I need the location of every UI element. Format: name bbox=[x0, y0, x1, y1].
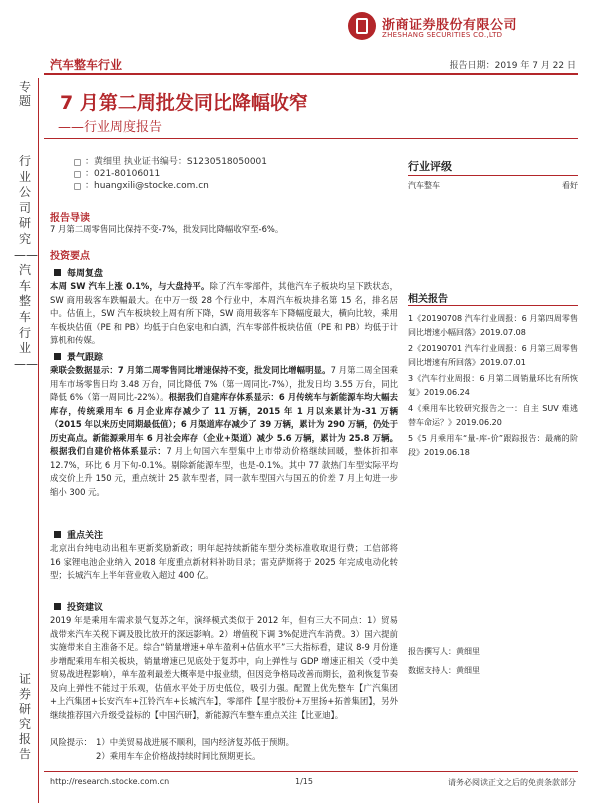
related-report-item[interactable]: 2《20190701 汽车行业周报：6 月第三周零售同比增速有所回落》2019.07.01 bbox=[408, 344, 578, 367]
tracking-paragraph bbox=[50, 364, 398, 499]
weekly-heading-label: 每周复盘 bbox=[67, 269, 104, 279]
guide-text: 7 月第二周零售同比保持不变-7%，批发同比降幅收窄至-6%。 bbox=[50, 224, 284, 234]
weekly-text: 除了汽车零部件，其他汽车子板块均呈下跌状态，SW 商用载客车跌幅最大。在中万一级 28 个行业中，本周汽车板块排名第 15 名，排名居中。估值上，SW 汽车板块较上周有所下降，SW 商用载客车下降幅度最大，横向比较，乘用车板块估值（PE 和 PB）均低于白色家电和白酒，汽车零部件板块估值（PE 和 PB）均低于计算机和传媒。 bbox=[50, 281, 398, 345]
rating-value: 看好 bbox=[562, 181, 578, 190]
tracking-bold: 根据我们自建库存体系显示：6 月传统车与新能源车均大幅去库存，传统乘用车 6 月企业库存减少了 11 万辆，2015 年 1 月以来累计为-31 万辆（2015 年以来历史同期最低值）；6 月渠道库存减少了 39 万辆，累计为 290 万辆，仍处于历史高点。新能源乘用车 6 月社会库存（企业+渠道）减少 5.6 万辆，累计为 25.8 万辆。根据我们自建价格体系显示： bbox=[50, 392, 398, 456]
weekly-heading bbox=[54, 266, 103, 279]
weekly-lead: 本周 SW 汽车上涨 0.1%，与大盘持平。 bbox=[50, 281, 210, 291]
focus-heading bbox=[54, 528, 103, 541]
footer-divider bbox=[44, 771, 578, 772]
focus-heading-label: 重点关注 bbox=[67, 531, 104, 541]
weekly-paragraph bbox=[50, 280, 398, 348]
related-reports-title: 相关报告 bbox=[408, 294, 448, 305]
contributors bbox=[408, 642, 480, 680]
related-report-item[interactable]: 3《汽车行业周报：6 月第二周销量环比有所恢复》2019.06.24 bbox=[408, 374, 578, 397]
guide-heading: 报告导读 bbox=[50, 213, 90, 224]
tracking-heading bbox=[54, 350, 103, 363]
footer-disclaimer: 请务必阅读正文之后的免责条款部分 bbox=[448, 778, 576, 787]
risk-label: 风险提示： bbox=[50, 737, 92, 747]
advice-paragraph: 2019 年是乘用车需求景气复苏之年，演绎模式类似于 2012 年，但有三大不同点：1）贸易战带来汽车关税下调及股比放开的深远影响。2）增值税下调 3%促进汽车消费。3）国六提前实施带来自主准备不足。综合“销量增速+单车盈利+估值水平”三大指标看，建议 8-9 月份逢步增配乘用车相关板块，销量增速已见底处于复苏中，向上弹性与 GDP 增速正相关（受中美贸易战进程影响），单车盈利最差大概率是中报业绩，但因竞争格局改善而期长，盈利恢复节奏及向上弹性不能过于乐观，估值水平处于历史低位，吸引力强。配置上优先整车【广汽集团+上汽集团+长安汽车+江铃汽车+长城汽车】，零部件【星宇股份+万里扬+拓普集团】，另外继续推荐国六升级受益标的【中国汽研】，新能源汽车整车重点关注【比亚迪】。 bbox=[50, 615, 398, 720]
page-number: 1/15 bbox=[295, 777, 313, 786]
sidebar-bottom: 证券研究报告 bbox=[18, 672, 31, 761]
tracking-heading-label: 景气跟踪 bbox=[67, 353, 104, 363]
square-bullet-icon bbox=[54, 269, 61, 276]
company-logo bbox=[348, 8, 538, 48]
logo-cn: 浙商证券股份有限公司 bbox=[382, 18, 518, 33]
risk-item: 2）乘用车车企价格战持续时间比预期更长。 bbox=[96, 750, 261, 761]
sidebar-top: 专题 bbox=[18, 80, 31, 108]
tracking-text-b: 7 月上旬国六车型集中上市带动价格继续回暖，整体折扣率 12.7%，环比 6 月下旬-0.1%。剔除新能源车型，也是-0.1%。其中 77 款热门车型实际平均成交价上升 150 元，重点统计 25 款车型者，同一款车型国六与国五的价差 7 月上旬进一步缩小 300 元。 bbox=[50, 446, 399, 497]
points-heading: 投资要点 bbox=[50, 251, 90, 262]
data-supporter: 数据支持人：黄细里 bbox=[408, 666, 480, 675]
title-divider bbox=[44, 138, 578, 139]
logo-en: ZHESHANG SECURITIES CO.,LTD bbox=[382, 31, 503, 39]
logo-emblem-icon bbox=[348, 12, 376, 40]
rating-row bbox=[408, 180, 578, 191]
page-title: 7 月第二周批发同比降幅收窄 bbox=[60, 92, 308, 114]
rating-title: 行业评级 bbox=[408, 160, 452, 173]
sidebar-middle: 行业公司研究——汽车整车行业—— bbox=[14, 154, 38, 371]
square-bullet-icon bbox=[54, 603, 61, 610]
analyst-email[interactable]: ：huangxili@stocke.com.cn bbox=[85, 181, 209, 192]
analyst-name: ：黄细里 执业证书编号：S1230518050001 bbox=[85, 157, 268, 167]
tracking-lead: 乘联会数据显示：7 月第二周零售同比增速保持不变，批发同比增幅明显。 bbox=[50, 365, 331, 375]
report-writer: 报告撰写人：黄细里 bbox=[408, 647, 480, 656]
related-report-item[interactable]: 5《5 月乘用车“量-库-价”跟踪报告：最痛的阶段》2019.06.18 bbox=[408, 434, 578, 457]
sidebar-divider bbox=[38, 78, 39, 803]
related-report-item[interactable]: 1《20190708 汽车行业周报：6 月第四周零售同比增速小幅回落》2019.07.08 bbox=[408, 314, 578, 337]
related-divider bbox=[408, 305, 578, 306]
email-icon bbox=[74, 183, 81, 190]
square-bullet-icon bbox=[54, 353, 61, 360]
related-report-item[interactable]: 4《乘用车比较研究报告之一：自主 SUV 难逃替车命运？》2019.06.20 bbox=[408, 404, 578, 427]
analyst-phone: ：021-80106011 bbox=[85, 169, 161, 180]
industry-label: 汽车整车行业 bbox=[50, 58, 123, 72]
square-bullet-icon bbox=[54, 531, 61, 538]
footer-url[interactable]: http://research.stocke.com.cn bbox=[50, 777, 170, 786]
advice-heading bbox=[54, 600, 103, 613]
rating-divider bbox=[408, 175, 578, 176]
page-subtitle: ——行业周度报告 bbox=[58, 120, 163, 135]
tracking-text-a: 7 月第二周全国乘用车市场零售日均 3.48 万台，同比降低 7%（第一周同比-7%），批发日均 3.55 万台，同比降低 6%（第一周同比-22%）。 bbox=[50, 365, 398, 402]
person-icon bbox=[74, 159, 81, 166]
focus-paragraph: 北京出台纯电动出租车更新奖励新政；明年起持续新能车型分类标准收取退行费；工信部将 16 家锂电池企业纳入 2018 年度重点新材料补助目录；雷克萨斯将于 2025 年完成电动化转型；长城汽车上半年营业收入超过 400 亿。 bbox=[50, 543, 398, 580]
report-date: 报告日期：2019 年 7 月 22 日 bbox=[449, 61, 576, 71]
phone-icon bbox=[74, 171, 81, 178]
advice-heading-label: 投资建议 bbox=[67, 603, 104, 613]
analyst-info bbox=[74, 156, 267, 193]
risk-item: 1）中美贸易战进展不顺利，国内经济复苏低于预期。 bbox=[96, 737, 294, 747]
risk-list bbox=[96, 736, 396, 763]
rating-sector: 汽车整车 bbox=[408, 181, 440, 190]
related-reports-list bbox=[408, 312, 578, 462]
header-divider bbox=[44, 73, 578, 75]
